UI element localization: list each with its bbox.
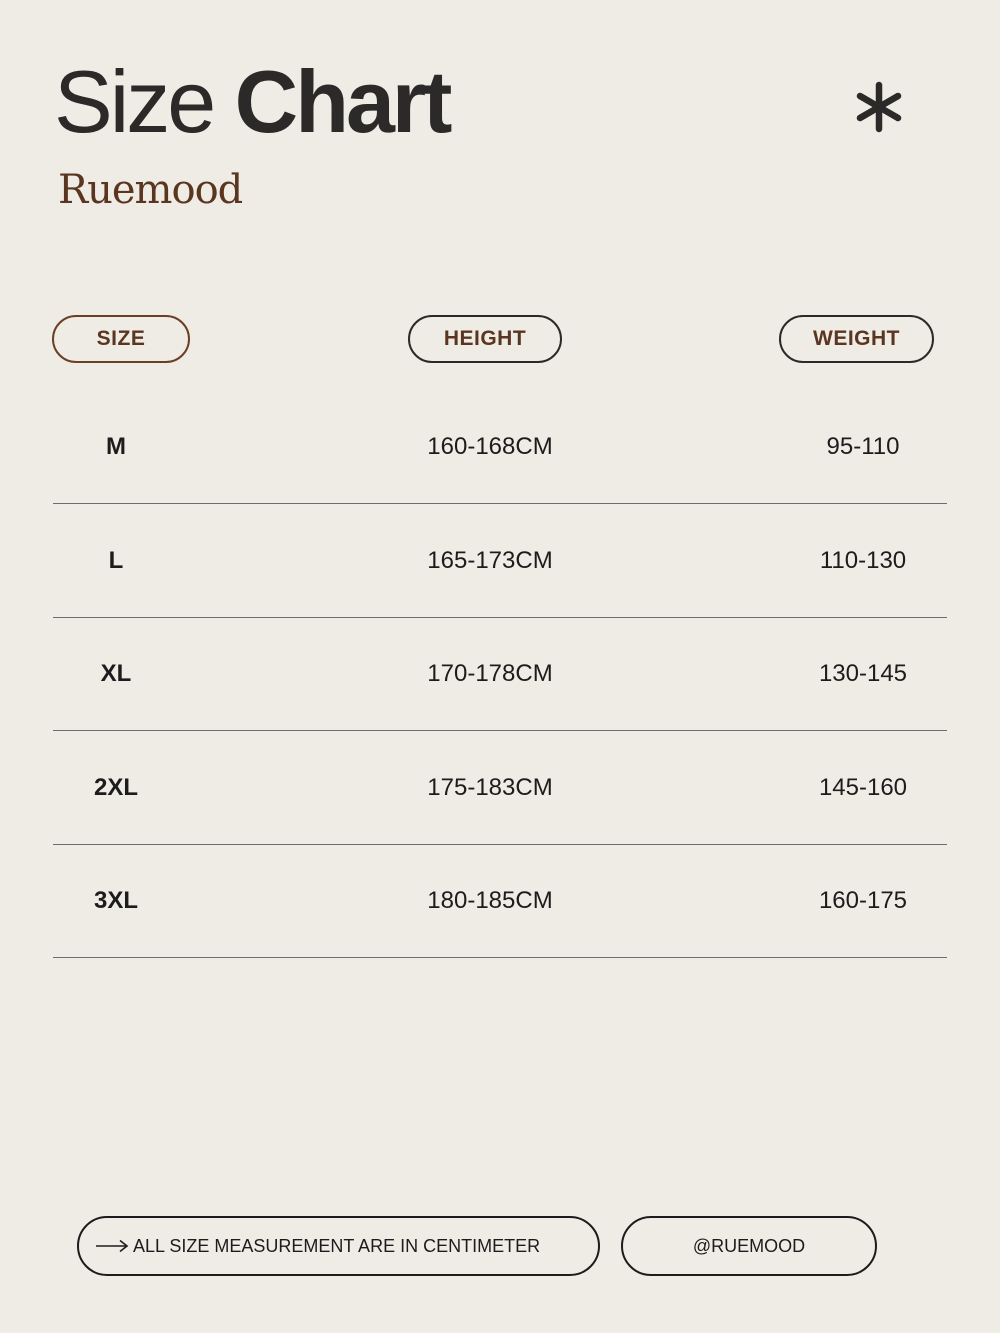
height-cell: 180-185CM: [427, 886, 553, 914]
size-cell: 3XL: [93, 886, 138, 914]
height-cell: 160-168CM: [427, 432, 553, 460]
weight-cell: 145-160: [818, 773, 908, 801]
size-cell: XL: [100, 659, 132, 687]
page-title: [54, 52, 449, 152]
column-header-weight: WEIGHT: [779, 315, 934, 363]
table-row: [53, 844, 947, 958]
table-row: [53, 617, 947, 731]
social-handle: @RUEMOOD: [621, 1216, 877, 1276]
height-cell: 175-183CM: [427, 773, 553, 801]
title-bold-word: Chart: [234, 52, 450, 151]
size-cell: M: [106, 432, 126, 460]
size-cell: 2XL: [93, 773, 138, 801]
table-row: [53, 390, 947, 504]
measurement-note-text: ALL SIZE MEASUREMENT ARE IN CENTIMETER: [133, 1235, 541, 1256]
asterisk-icon: [852, 80, 906, 134]
weight-cell: 95-110: [826, 432, 900, 460]
height-cell: 170-178CM: [427, 659, 553, 687]
table-row: [53, 504, 947, 618]
measurement-note: [77, 1216, 600, 1276]
weight-cell: 130-145: [818, 659, 908, 687]
height-cell: 165-173CM: [427, 546, 553, 574]
table-row: [53, 731, 947, 845]
column-header-height: HEIGHT: [408, 315, 562, 363]
weight-cell: 160-175: [818, 886, 908, 914]
weight-cell: 110-130: [819, 546, 907, 574]
column-header-size: SIZE: [52, 315, 190, 363]
brand-name: Ruemood: [58, 167, 243, 213]
size-cell: L: [108, 546, 124, 574]
title-light-word: Size: [54, 52, 214, 151]
arrow-right-icon: [95, 1239, 129, 1253]
